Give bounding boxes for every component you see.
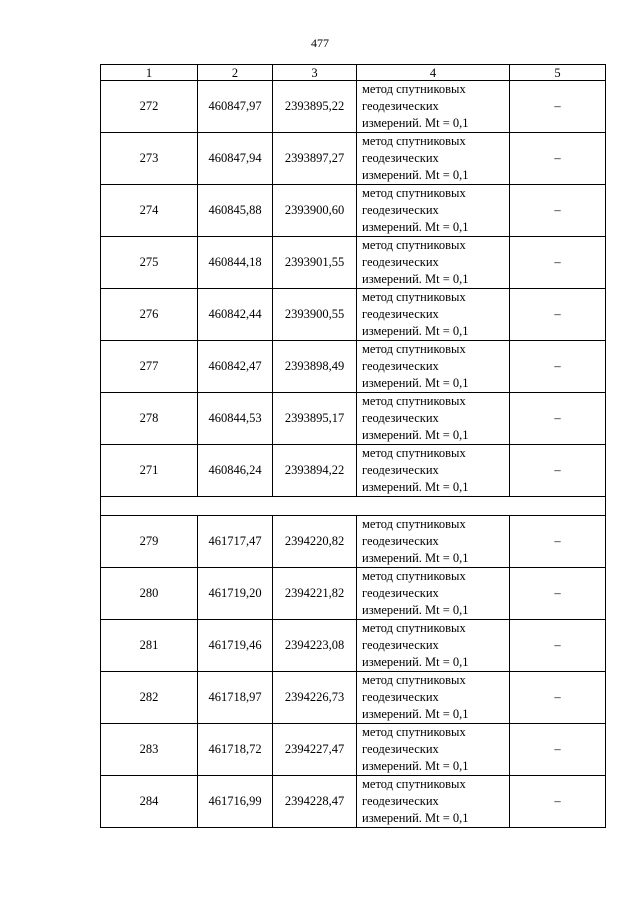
- group-separator-cell: [101, 497, 606, 516]
- method-line: метод спутниковых: [362, 238, 466, 252]
- table-row: [101, 81, 606, 133]
- method-line: геодезических: [362, 255, 439, 269]
- point-number-cell: 280: [101, 568, 198, 620]
- table-row: [101, 620, 606, 672]
- method-cell: [357, 568, 510, 620]
- method-line: метод спутниковых: [362, 569, 466, 583]
- header-col-1: 1: [101, 65, 198, 81]
- point-number-cell: 283: [101, 724, 198, 776]
- method-line: измерений. Mt = 0,1: [362, 428, 469, 442]
- method-line: измерений. Mt = 0,1: [362, 551, 469, 565]
- table-row: [101, 133, 606, 185]
- method-cell: [357, 289, 510, 341]
- method-line: геодезических: [362, 690, 439, 704]
- note-cell: –: [510, 289, 606, 341]
- table-row: [101, 776, 606, 828]
- coordinate-y-cell: 2393901,55: [273, 237, 357, 289]
- table-row: [101, 724, 606, 776]
- coordinate-y-cell: 2393895,22: [273, 81, 357, 133]
- header-row: [101, 65, 606, 81]
- method-line: геодезических: [362, 359, 439, 373]
- point-number-cell: 272: [101, 81, 198, 133]
- coordinate-x-cell: 461719,46: [198, 620, 273, 672]
- method-cell: [357, 776, 510, 828]
- coordinate-x-cell: 461718,97: [198, 672, 273, 724]
- header-col-5: 5: [510, 65, 606, 81]
- page-number: 477: [311, 36, 329, 50]
- table-row: [101, 516, 606, 568]
- coordinate-x-cell: 460844,53: [198, 393, 273, 445]
- method-line: геодезических: [362, 638, 439, 652]
- table-row: [101, 289, 606, 341]
- table-row: [101, 445, 606, 497]
- table-row: [101, 237, 606, 289]
- note-cell: –: [510, 341, 606, 393]
- coordinate-y-cell: 2394223,08: [273, 620, 357, 672]
- note-cell: –: [510, 516, 606, 568]
- table-row: [101, 341, 606, 393]
- method-line: метод спутниковых: [362, 82, 466, 96]
- point-number-cell: 274: [101, 185, 198, 237]
- method-line: геодезических: [362, 411, 439, 425]
- note-cell: –: [510, 568, 606, 620]
- method-line: измерений. Mt = 0,1: [362, 759, 469, 773]
- table-row: [101, 672, 606, 724]
- coordinate-x-cell: 461718,72: [198, 724, 273, 776]
- coordinate-x-cell: 461716,99: [198, 776, 273, 828]
- coordinate-x-cell: 460844,18: [198, 237, 273, 289]
- note-cell: –: [510, 620, 606, 672]
- method-line: измерений. Mt = 0,1: [362, 376, 469, 390]
- coordinate-y-cell: 2393900,60: [273, 185, 357, 237]
- method-cell: [357, 724, 510, 776]
- note-cell: –: [510, 237, 606, 289]
- method-cell: [357, 81, 510, 133]
- method-line: метод спутниковых: [362, 725, 466, 739]
- point-number-cell: 278: [101, 393, 198, 445]
- coordinate-y-cell: 2394226,73: [273, 672, 357, 724]
- point-number-cell: 277: [101, 341, 198, 393]
- coordinate-y-cell: 2393900,55: [273, 289, 357, 341]
- method-line: геодезических: [362, 586, 439, 600]
- method-line: геодезических: [362, 151, 439, 165]
- point-number-cell: 281: [101, 620, 198, 672]
- method-line: метод спутниковых: [362, 186, 466, 200]
- method-line: геодезических: [362, 99, 439, 113]
- coordinate-x-cell: 460847,97: [198, 81, 273, 133]
- coordinates-table: [100, 64, 606, 828]
- point-number-cell: 279: [101, 516, 198, 568]
- note-cell: –: [510, 133, 606, 185]
- method-line: метод спутниковых: [362, 394, 466, 408]
- point-number-cell: 282: [101, 672, 198, 724]
- note-cell: –: [510, 185, 606, 237]
- header-col-2: 2: [198, 65, 273, 81]
- note-cell: –: [510, 445, 606, 497]
- method-line: измерений. Mt = 0,1: [362, 220, 469, 234]
- point-number-cell: 271: [101, 445, 198, 497]
- header-col-3: 3: [273, 65, 357, 81]
- point-number-cell: 284: [101, 776, 198, 828]
- method-line: метод спутниковых: [362, 673, 466, 687]
- method-cell: [357, 516, 510, 568]
- method-cell: [357, 672, 510, 724]
- method-line: измерений. Mt = 0,1: [362, 116, 469, 130]
- method-line: метод спутниковых: [362, 517, 466, 531]
- table-row: [101, 393, 606, 445]
- coordinate-x-cell: 460842,47: [198, 341, 273, 393]
- method-line: геодезических: [362, 463, 439, 477]
- table-row: [101, 185, 606, 237]
- method-cell: [357, 185, 510, 237]
- method-cell: [357, 445, 510, 497]
- method-line: измерений. Mt = 0,1: [362, 655, 469, 669]
- coordinate-y-cell: 2394221,82: [273, 568, 357, 620]
- point-number-cell: 275: [101, 237, 198, 289]
- coordinate-x-cell: 461717,47: [198, 516, 273, 568]
- method-line: геодезических: [362, 203, 439, 217]
- coordinate-x-cell: 460847,94: [198, 133, 273, 185]
- method-line: метод спутниковых: [362, 290, 466, 304]
- coordinate-x-cell: 461719,20: [198, 568, 273, 620]
- note-cell: –: [510, 81, 606, 133]
- table-row: [101, 568, 606, 620]
- note-cell: –: [510, 393, 606, 445]
- method-cell: [357, 133, 510, 185]
- point-number-cell: 273: [101, 133, 198, 185]
- method-line: измерений. Mt = 0,1: [362, 811, 469, 825]
- method-line: измерений. Mt = 0,1: [362, 168, 469, 182]
- coordinate-y-cell: 2393895,17: [273, 393, 357, 445]
- coordinate-x-cell: 460845,88: [198, 185, 273, 237]
- coordinate-y-cell: 2394220,82: [273, 516, 357, 568]
- method-line: измерений. Mt = 0,1: [362, 272, 469, 286]
- table-body: [101, 81, 606, 828]
- method-line: метод спутниковых: [362, 446, 466, 460]
- coordinate-x-cell: 460846,24: [198, 445, 273, 497]
- point-number-cell: 276: [101, 289, 198, 341]
- coordinate-y-cell: 2393894,22: [273, 445, 357, 497]
- method-line: геодезических: [362, 534, 439, 548]
- method-cell: [357, 620, 510, 672]
- method-line: измерений. Mt = 0,1: [362, 324, 469, 338]
- method-line: геодезических: [362, 307, 439, 321]
- coordinate-x-cell: 460842,44: [198, 289, 273, 341]
- method-line: измерений. Mt = 0,1: [362, 707, 469, 721]
- method-line: геодезических: [362, 794, 439, 808]
- group-separator-row: [101, 497, 606, 516]
- method-line: метод спутниковых: [362, 342, 466, 356]
- method-cell: [357, 237, 510, 289]
- method-line: измерений. Mt = 0,1: [362, 480, 469, 494]
- header-col-4: 4: [357, 65, 510, 81]
- method-line: метод спутниковых: [362, 134, 466, 148]
- method-line: геодезических: [362, 742, 439, 756]
- coordinate-y-cell: 2393897,27: [273, 133, 357, 185]
- method-cell: [357, 393, 510, 445]
- method-line: измерений. Mt = 0,1: [362, 603, 469, 617]
- note-cell: –: [510, 672, 606, 724]
- method-cell: [357, 341, 510, 393]
- method-line: метод спутниковых: [362, 777, 466, 791]
- coordinate-y-cell: 2394227,47: [273, 724, 357, 776]
- note-cell: –: [510, 724, 606, 776]
- note-cell: –: [510, 776, 606, 828]
- coordinate-y-cell: 2394228,47: [273, 776, 357, 828]
- method-line: метод спутниковых: [362, 621, 466, 635]
- coordinate-y-cell: 2393898,49: [273, 341, 357, 393]
